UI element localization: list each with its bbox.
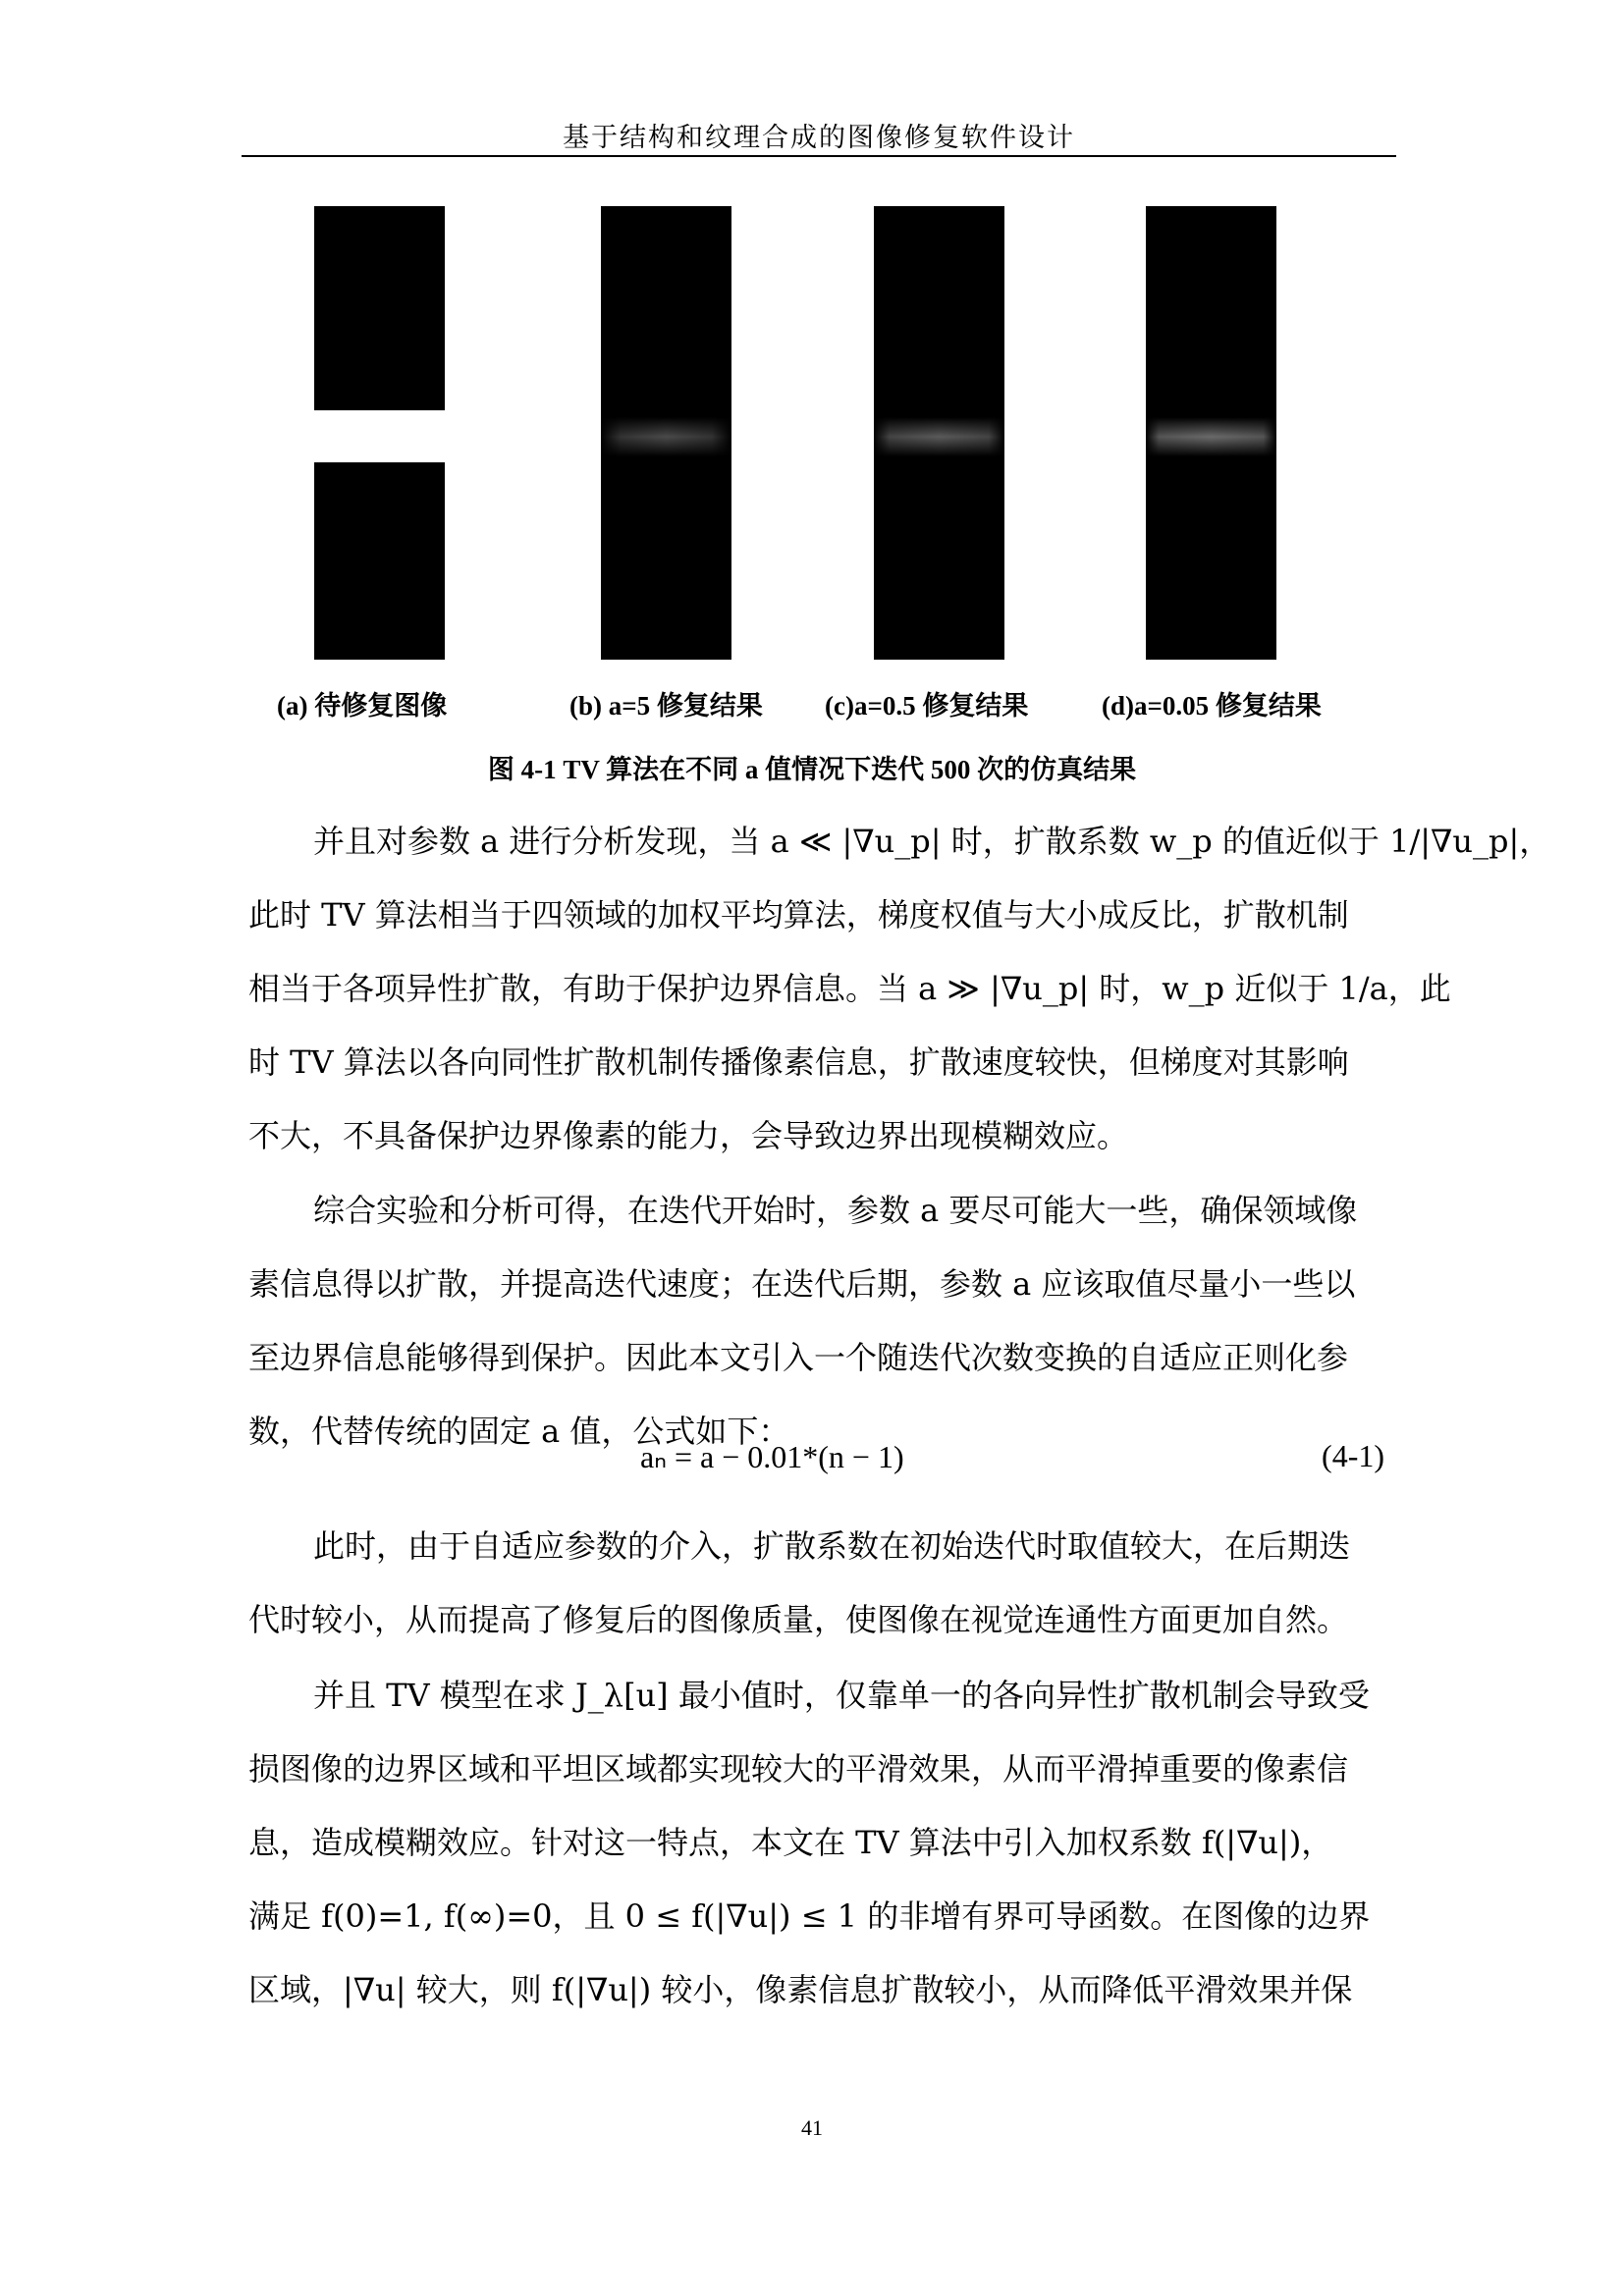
text-line: 满足 f(0)=1, f(∞)=0，且 0 ≤ f(|∇u|) ≤ 1 的非增有界可导函数。在图像的边界 (248, 1897, 1371, 1935)
text-line: 数，代替传统的固定 a 值，公式如下： (248, 1413, 790, 1450)
text-line: 相当于各项异性扩散，有助于保护边界信息。当 a ≫ |∇u_p| 时，w_p 近似于 1/a，此 (248, 970, 1451, 1007)
header-rule (242, 155, 1396, 157)
text-line: 区域，|∇u| 较大，则 f(|∇u|) 较小，像素信息扩散较小，从而降低平滑效果并保 (248, 1971, 1353, 2008)
subcaption-a: (a) 待修复图像 (277, 691, 448, 721)
figure-panel-d (1146, 206, 1276, 660)
paragraph-3 (248, 1510, 1391, 1657)
figure-caption: 图 4-1 TV 算法在不同 a 值情况下迭代 500 次的仿真结果 (487, 755, 1137, 784)
figure-panel-a (314, 206, 445, 660)
text-line: 至边界信息能够得到保护。因此本文引入一个随迭代次数变换的自适应正则化参 (248, 1339, 1349, 1376)
figure-panel-c (874, 206, 1004, 660)
text-line: 此时，由于自适应参数的介入，扩散系数在初始迭代时取值较大，在后期迭 (313, 1527, 1351, 1565)
text-line: 并且 TV 模型在求 J_λ[u] 最小值时，仅靠单一的各向异性扩散机制会导致受 (313, 1677, 1370, 1714)
paragraph-1 (248, 805, 1551, 1173)
repaired-region (874, 417, 1004, 456)
subcaption-b: (b) a=5 修复结果 (569, 691, 763, 721)
text-line: 综合实验和分析可得，在迭代开始时，参数 a 要尽可能大一些，确保领域像 (313, 1192, 1358, 1229)
damaged-gap (314, 410, 445, 462)
page-number: 41 (801, 2115, 823, 2140)
text-line: 此时 TV 算法相当于四领域的加权平均算法，梯度权值与大小成反比，扩散机制 (248, 896, 1349, 934)
running-header: 基于结构和纹理合成的图像修复软件设计 (563, 123, 1075, 153)
repaired-region (601, 417, 731, 456)
text-line: 并且对参数 a 进行分析发现，当 a ≪ |∇u_p| 时，扩散系数 w_p 的值近似于 1/|∇u_p|， (313, 823, 1551, 860)
subcaption-d: (d)a=0.05 修复结果 (1102, 691, 1322, 721)
paragraph-4 (248, 1659, 1391, 2027)
text-line: 损图像的边界区域和平坦区域都实现较大的平滑效果，从而平滑掉重要的像素信 (248, 1750, 1349, 1788)
text-line: 代时较小，从而提高了修复后的图像质量，使图像在视觉连通性方面更加自然。 (248, 1601, 1349, 1638)
text-line: 息，造成模糊效应。针对这一特点，本文在 TV 算法中引入加权系数 f(|∇u|)， (248, 1824, 1333, 1861)
figure-panel-b (601, 206, 731, 660)
equation-number: (4-1) (1322, 1438, 1384, 1473)
equation-formula: aₙ = a − 0.01*(n − 1) (640, 1439, 904, 1474)
subcaption-c: (c)a=0.5 修复结果 (825, 691, 1029, 721)
text-line: 不大，不具备保护边界像素的能力，会导致边界出现模糊效应。 (248, 1117, 1129, 1154)
paragraph-2 (248, 1174, 1391, 1468)
text-line: 素信息得以扩散，并提高迭代速度；在迭代后期，参数 a 应该取值尽量小一些以 (248, 1265, 1356, 1303)
repaired-region (1146, 417, 1276, 456)
text-line: 时 TV 算法以各向同性扩散机制传播像素信息，扩散速度较快，但梯度对其影响 (248, 1043, 1349, 1081)
